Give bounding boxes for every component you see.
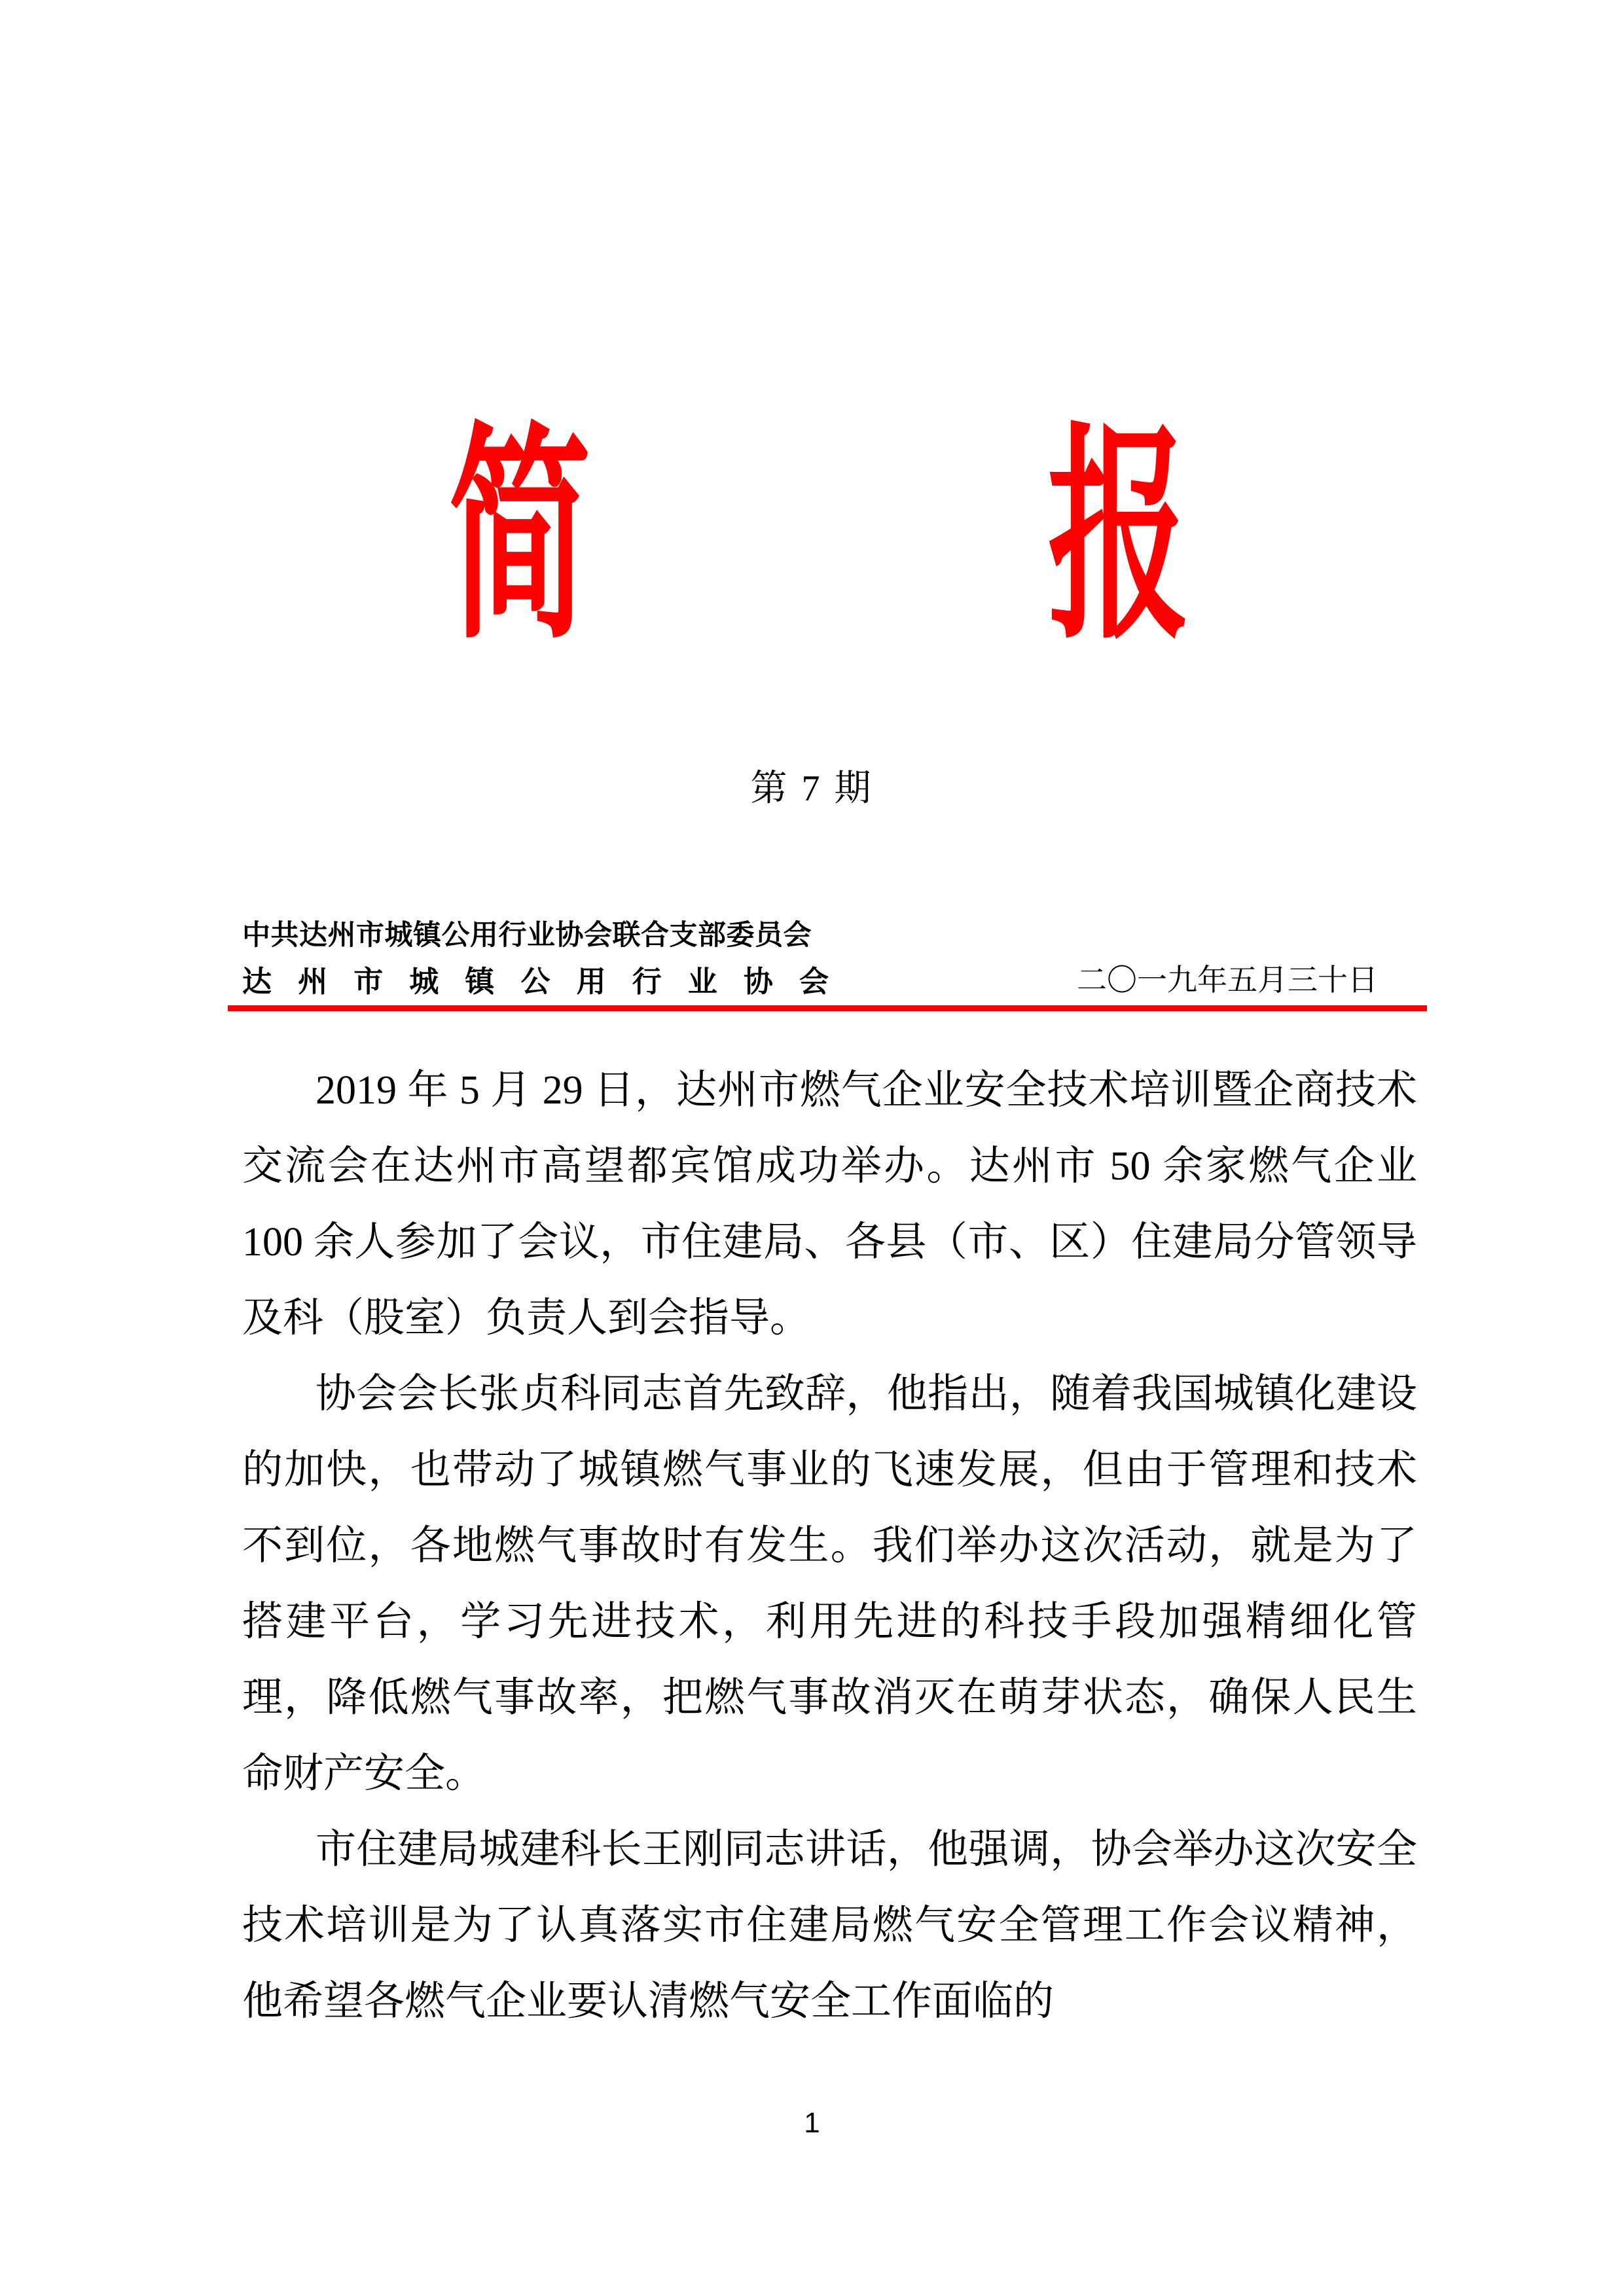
issue-number: 第 7 期	[750, 768, 874, 809]
body-paragraph-3: 市住建局城建科长王刚同志讲话，他强调，协会举办这次安全技术培训是为了认真落实市住建局燃气安全管理工作会议精神，他希望各燃气企业要认清燃气安全工作面临的	[242, 1827, 1417, 2024]
org-name-line-1: 中共达州市城镇公用行业协会联合支部委员会	[242, 920, 812, 951]
body-paragraph-1: 2019 年 5 月 29 日，达州市燃气企业安全技术培训暨企商技术交流会在达州市高望都宾馆成功举办。达州市 50 余家燃气企业 100 余人参加了会议，市住建局、各县（市、区）住建局分管领导及科（股室）负责人到会指导。	[242, 1068, 1417, 1340]
article-body	[242, 1052, 1417, 2039]
title-char-left: 简	[448, 412, 591, 666]
bulletin-masthead-title	[405, 412, 1233, 666]
page-number: 1	[804, 2107, 820, 2139]
org-name-block	[242, 918, 829, 1000]
title-char-right: 报	[1047, 412, 1190, 666]
body-paragraph-2: 协会会长张贞科同志首先致辞，他指出，随着我国城镇化建设的加快，也带动了城镇燃气事业的飞速发展，但由于管理和技术不到位，各地燃气事故时有发生。我们举办这次活动，就是为了搭建平台，学习先进技术，利用先进的科技手段加强精细化管理，降低燃气事故率，把燃气事故消灭在萌芽状态，确保人民生命财产安全。	[242, 1372, 1417, 1796]
org-name-line-2: 达州市城镇公用行业协会	[242, 965, 829, 998]
issue-date: 二〇一九年五月三十日	[1077, 963, 1378, 997]
red-divider-line	[228, 1005, 1427, 1011]
